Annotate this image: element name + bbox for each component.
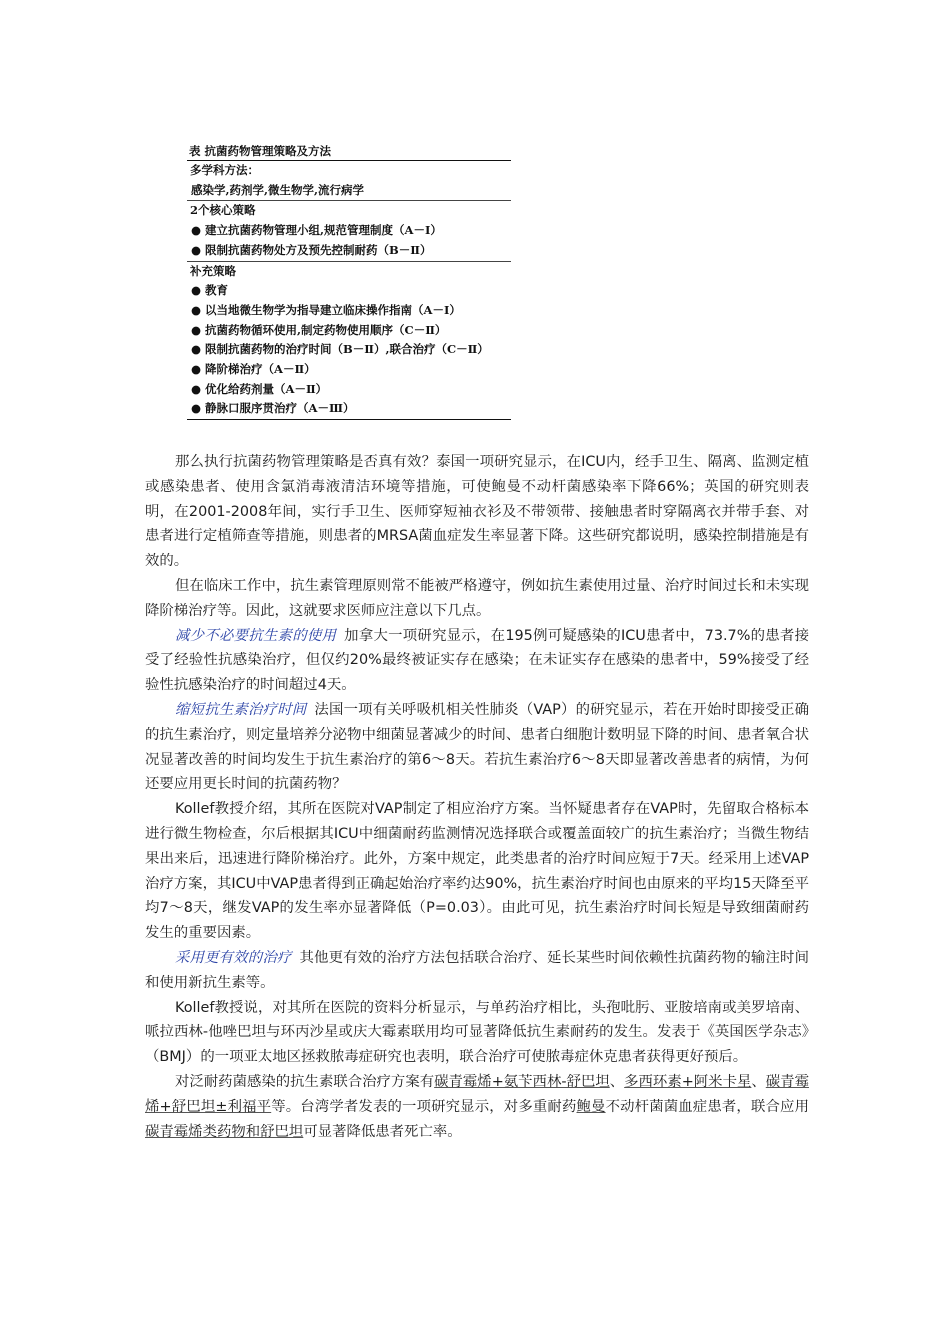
paragraph-text: 法国一项有关呼吸机相关性肺炎（VAP）的研究显示，若在开始时即接受正确的抗生素治疗，则定量培养分泌物中细菌显著减少的时间、患者白细胞计数明显下降的时间、患者氧合状况显著改善的时间均发生于抗生素治疗的第6～8天。若抗生素治疗6～8天即显著改善患者的病情，为何还要应用更长时间的抗菌药物？ bbox=[145, 701, 809, 793]
section-keyword: 减少不必要抗生素的使用 bbox=[175, 627, 337, 644]
paragraph bbox=[145, 698, 809, 797]
underlined-regimen: 碳青霉烯类药物和舒巴坦 bbox=[145, 1123, 304, 1140]
paragraph: Kollef教授说，对其所在医院的资料分析显示，与单药治疗相比，头孢吡肟、亚胺培南或美罗培南、哌拉西林-他唑巴坦与环丙沙星或庆大霉素联用均可显著降低抗生素耐药的发生。发表于《英国医学杂志》（BMJ）的一项亚太地区拯救脓毒症研究也表明，联合治疗可使脓毒症休克患者获得更好预后。 bbox=[145, 999, 809, 1066]
paragraph bbox=[145, 624, 809, 698]
table-section-heading: 补充策略 bbox=[187, 261, 511, 282]
paragraph-text: 不动杆菌菌血症患者，联合应用 bbox=[605, 1098, 809, 1115]
table-title: 表 抗菌药物管理策略及方法 bbox=[187, 143, 511, 161]
paragraph bbox=[145, 1070, 809, 1144]
underlined-regimen: 多西环素+阿米卡星 bbox=[624, 1073, 752, 1090]
paragraph-text: 、 bbox=[609, 1073, 625, 1090]
paragraph-text: 对泛耐药菌感染的抗生素联合治疗方案有 bbox=[175, 1073, 435, 1090]
table-item: ● 优化给药剂量（A－Ⅱ） bbox=[191, 381, 328, 396]
table-item: ● 限制抗菌药物的治疗时间（B－Ⅱ）,联合治疗（C－Ⅱ） bbox=[191, 342, 489, 357]
strategy-table bbox=[187, 143, 511, 420]
paragraph bbox=[145, 946, 809, 996]
section-keyword: 采用更有效的治疗 bbox=[175, 949, 292, 966]
paragraph-text: 其他更有效的治疗方法包括联合治疗、延长某些时间依赖性抗菌药物的输注时间和使用新抗生素等。 bbox=[145, 949, 809, 991]
table-item: ● 以当地微生物学为指导建立临床操作指南（A－Ⅰ） bbox=[191, 302, 461, 317]
paragraph-text: 可显著降低患者死亡率。 bbox=[303, 1123, 462, 1140]
section-keyword: 缩短抗生素治疗时间 bbox=[175, 701, 307, 718]
table-item: ● 抗菌药物循环使用,制定药物使用顺序（C－Ⅱ） bbox=[191, 322, 447, 337]
table-item: ● 教育 bbox=[191, 283, 229, 298]
paragraph-text: 、 bbox=[751, 1073, 766, 1090]
table-section-heading: 2个核心策略 bbox=[187, 200, 511, 221]
paragraph: 但在临床工作中，抗生素管理原则常不能被严格遵守，例如抗生素使用过量、治疗时间过长和未实现降阶梯治疗等。因此，这就要求医师应注意以下几点。 bbox=[145, 577, 809, 619]
table-item: ● 限制抗菌药物处方及预先控制耐药（B－Ⅱ） bbox=[191, 242, 432, 257]
paragraph-text: 加拿大一项研究显示，在195例可疑感染的ICU患者中，73.7%的患者接受了经验性抗感染治疗，但仅约20%最终被证实存在感染；在未证实存在感染的患者中，59%接受了经验性抗感染治疗的时间超过4天。 bbox=[145, 627, 809, 694]
underlined-regimen: 碳青霉烯+舒巴坦±利福平 bbox=[145, 1073, 809, 1115]
article-body bbox=[145, 450, 809, 1144]
table-item: ● 建立抗菌药物管理小组,规范管理制度（A－Ⅰ） bbox=[191, 223, 442, 238]
paragraph: Kollef教授介绍，其所在医院对VAP制定了相应治疗方案。当怀疑患者存在VAP时，先留取合格标本进行微生物检查，尔后根据其ICU中细菌耐药监测情况选择联合或覆盖面较广的抗生素治疗；当微生物结果出来后，迅速进行降阶梯治疗。此外，方案中规定，此类患者的治疗时间应短于7天。经采用上述VAP治疗方案，其ICU中VAP患者得到正确起始治疗率约达90%，抗生素治疗时间也由原来的平均15天降至平均7～8天，继发VAP的发生率亦显著降低（P=0.03）。由此可见，抗生素治疗时间长短是导致细菌耐药发生的重要因素。 bbox=[145, 801, 809, 942]
underlined-term: 鲍曼 bbox=[576, 1098, 606, 1115]
paragraph-text: 等。台湾学者发表的一项研究显示，对多重耐药 bbox=[271, 1098, 577, 1115]
underlined-regimen: 碳青霉烯+氨苄西林-舒巴坦 bbox=[434, 1073, 610, 1090]
table-item: ● 静脉口服序贯治疗（A－Ⅲ） bbox=[187, 399, 511, 420]
paragraph: 那么执行抗菌药物管理策略是否真有效？泰国一项研究显示，在ICU内，经手卫生、隔离、监测定植或感染患者、使用含氯消毒液清洁环境等措施，可使鲍曼不动杆菌感染率下降66%；英国的研究则表明，在2001-2008年间，实行手卫生、医师穿短袖衣衫及不带领带、接触患者时穿隔离衣并带手套、对患者进行定植筛查等措施，则患者的MRSA菌血症发生率显著下降。这些研究都说明，感染控制措施是有效的。 bbox=[145, 454, 809, 570]
table-item: 感染学,药剂学,微生物学,流行病学 bbox=[191, 182, 365, 197]
table-section-heading: 多学科方法： bbox=[190, 163, 259, 177]
table-item: ● 降阶梯治疗（A－Ⅱ） bbox=[191, 362, 316, 377]
